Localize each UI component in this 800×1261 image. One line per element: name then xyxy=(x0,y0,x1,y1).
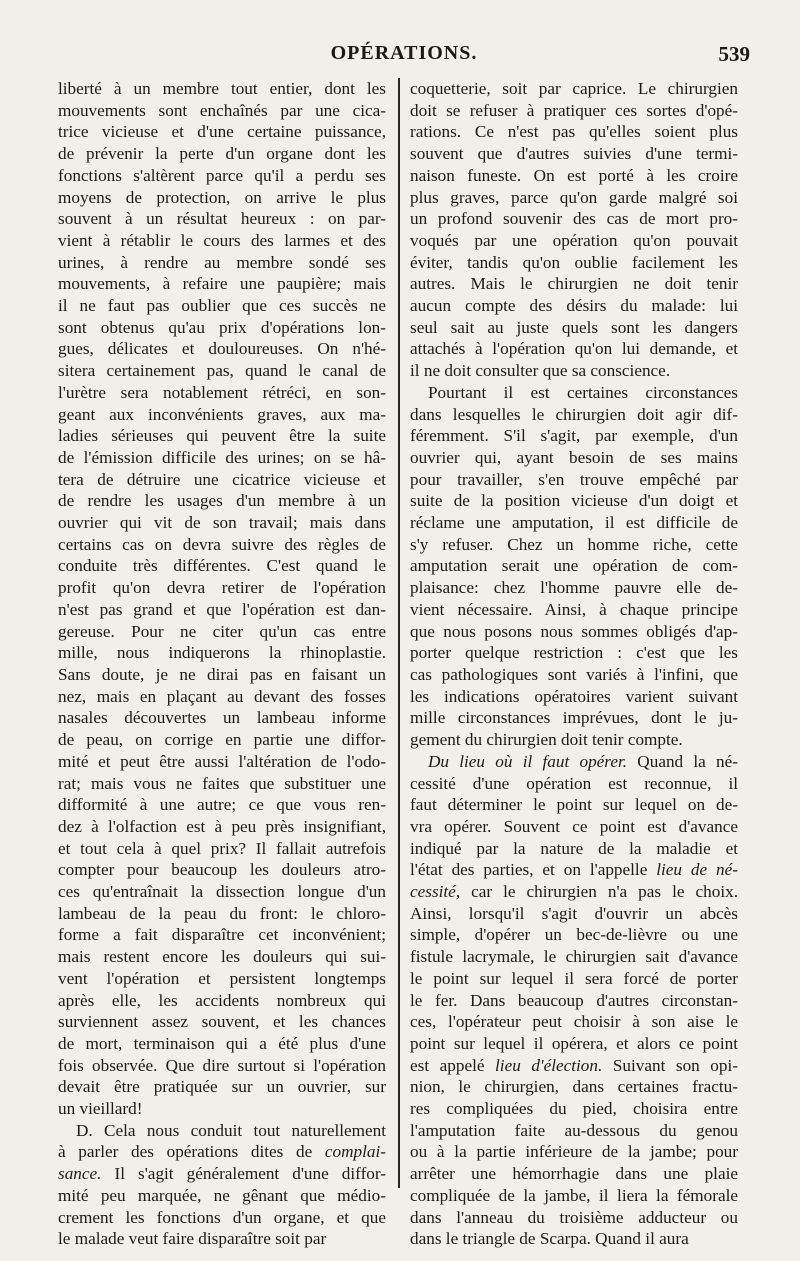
text-line: rat; mais vous ne faites que substituer une xyxy=(58,773,386,793)
text-line: fistule lacrymale, le chirurgien sait d'avance xyxy=(410,947,738,967)
text-line: surviennent assez souvent, et les chances xyxy=(58,1012,386,1032)
text-line: de peau, on corrige en partie une diffor- xyxy=(58,730,386,750)
text-line: l'urètre sera notablement rétréci, en son- xyxy=(58,382,386,402)
text-line: souvent que d'autres suivies d'une termi- xyxy=(410,144,738,164)
text-line: ces, l'opérateur peut choisir à son aise le xyxy=(410,1012,738,1032)
text-line: réclame une amputation, il est difficile de xyxy=(410,513,738,533)
text-line: conduite très différentes. C'est quand le xyxy=(58,556,386,576)
text-line: l'état des parties, et on l'appelle lieu de né- xyxy=(410,860,738,880)
text-line: sitera certainement pas, quand le canal de xyxy=(58,361,386,381)
text-line: aucun compte des désirs du malade: lui xyxy=(410,296,738,316)
text-line: autres. Mais le chirurgien ne doit tenir xyxy=(410,274,738,294)
text-line: trice vicieuse et d'une certaine puissance, xyxy=(58,122,386,142)
text-line: vient nécessaire. Ainsi, à chaque principe xyxy=(410,599,738,619)
text-line: que nous posons nous sommes obligés d'ap- xyxy=(410,621,738,641)
text-line: et tout cela à quel prix? Il fallait autrefois xyxy=(58,838,386,858)
text-line: D. Cela nous conduit tout naturellement xyxy=(76,1120,386,1140)
text-line: Pourtant il est certaines circonstances xyxy=(428,382,738,402)
text-line: après elle, les accidents nombreux qui xyxy=(58,990,386,1010)
text-line: amputation serait une opération de com- xyxy=(410,556,738,576)
text-line: lambeau de la peau du front: le chloro- xyxy=(58,903,386,923)
text-line: l'amputation faite au-dessous du genou xyxy=(410,1120,738,1140)
text-line: res compliquées du pied, choisira entre xyxy=(410,1099,738,1119)
text-line: sont obtenus qu'au prix d'opérations lon- xyxy=(58,317,386,337)
text-line: dez à l'olfaction est à peu près insignifiant, xyxy=(58,816,386,836)
text-line: nasales découvertes un lambeau informe xyxy=(58,708,386,728)
text-line: Sans doute, je ne dirai pas en faisant un xyxy=(58,664,386,684)
text-line: Du lieu où il faut opérer. Quand la né- xyxy=(428,751,738,771)
text-line: ces qu'entraînait la dissection longue d'un xyxy=(58,882,386,902)
text-line: de mort, terminaison qui a été plus d'une xyxy=(58,1033,386,1053)
text-line: plus graves, parce qu'on garde malgré soi xyxy=(410,187,738,207)
text-line: féremment. S'il s'agit, par exemple, d'un xyxy=(410,426,738,446)
text-line: voqués par une opération qu'on pouvait xyxy=(410,230,738,250)
text-line: les indications opératoires varient suivant xyxy=(410,686,738,706)
right-text-column xyxy=(410,78,738,1250)
text-line: coquetterie, soit par caprice. Le chirurgien xyxy=(410,79,738,98)
text-line: ouvrier qui, ayant besoin de ses mains xyxy=(410,447,738,467)
text-line: le point sur lequel il sera forcé de porter xyxy=(410,968,738,988)
text-line: cessité d'une opération est reconnue, il xyxy=(410,773,738,793)
text-line: plaisance: chez l'homme pauvre elle de- xyxy=(410,578,738,598)
text-line: vient à rétablir le cours des larmes et des xyxy=(58,230,386,250)
text-line: arrêter une hémorrhagie dans une plaie xyxy=(410,1164,738,1184)
text-line: ouvrier qui vit de son travail; mais dans xyxy=(58,513,386,533)
text-line: doit se refuser à pratiquer ces sortes d'opé- xyxy=(410,100,738,120)
text-line: mouvements sont enchaînés par une cica- xyxy=(58,100,386,120)
text-line: sance. Il s'agit généralement d'une diffor- xyxy=(58,1164,386,1184)
text-line: difformité à une autre; ce que vous ren- xyxy=(58,795,386,815)
text-line: cessité, car le chirurgien n'a pas le choix. xyxy=(410,882,738,902)
text-line: un vieillard! xyxy=(58,1099,143,1119)
text-line: nez, mais en plaçant au devant des fosses xyxy=(58,686,386,706)
text-line: vra opérer. Souvent ce point est d'avance xyxy=(410,816,738,836)
left-text-column xyxy=(58,78,386,1250)
text-line: moyens de protection, on arrive le plus xyxy=(58,187,386,207)
text-line: de l'émission difficile des urines; on se hâ- xyxy=(58,447,386,467)
text-line: à parler des opérations dites de complai- xyxy=(58,1142,386,1162)
text-line: mité peu marquée, ne gênant que médio- xyxy=(58,1185,386,1205)
text-line: éviter, tandis qu'on oublie facilement les xyxy=(410,252,738,272)
text-line: forme a fait disparaître cet inconvénient; xyxy=(58,925,386,945)
text-line: pour travailler, s'en trouve empêché par xyxy=(410,469,738,489)
text-line: dans le triangle de Scarpa. Quand il aura xyxy=(410,1229,689,1249)
text-line: gement du chirurgien doit tenir compte. xyxy=(410,730,683,750)
text-line: de rendre les usages d'un membre à un xyxy=(58,491,386,511)
text-line: seul sait au juste quels sont les dangers xyxy=(410,317,738,337)
text-line: suite de la position vicieuse d'un doigt et xyxy=(410,491,738,511)
text-line: mité et peut être aussi l'altération de l'odo- xyxy=(58,751,386,771)
text-line: dans lesquelles le chirurgien doit agir dif- xyxy=(410,404,738,424)
text-line: mille, nous indiquerons la rhinoplastie. xyxy=(58,643,386,663)
text-line: porter quelque restriction : c'est que les xyxy=(410,643,738,663)
text-line: certains cas on devra suivre des règles de xyxy=(58,534,386,554)
text-line: Ainsi, lorsqu'il s'agit d'ouvrir un abcès xyxy=(410,903,738,923)
text-line: fois observée. Que dire surtout si l'opération xyxy=(58,1055,386,1075)
text-line: souvent à un résultat heureux : on par- xyxy=(58,209,386,229)
text-line: crement les fonctions d'un organe, et que xyxy=(58,1207,386,1227)
text-line: tera de détruire une cicatrice vicieuse et xyxy=(58,469,386,489)
text-line: gereuse. Pour ne citer qu'un cas entre xyxy=(58,621,386,641)
text-line: gues, délicates et douloureuses. On n'hé- xyxy=(58,339,386,359)
text-line: fonctions s'altèrent parce qu'il a perdu ses xyxy=(58,165,386,185)
text-line: un profond souvenir des cas de mort pro- xyxy=(410,209,738,229)
text-line: le malade veut faire disparaître soit par xyxy=(58,1229,327,1249)
text-line: il ne faut pas oublier que ces succès ne xyxy=(58,296,386,316)
text-line: mille circonstances imprévues, dont le ju- xyxy=(410,708,738,728)
text-line: mouvements, à refaire une paupière; mais xyxy=(58,274,386,294)
text-line: mais restent encore les douleurs qui sui- xyxy=(58,947,386,967)
text-line: devait être pratiquée sur un ouvrier, sur xyxy=(58,1077,386,1097)
text-line: indiqué par la nature de la maladie et xyxy=(410,838,738,858)
column-divider xyxy=(398,78,400,1188)
text-line: cas pathologiques sont variés à l'infini, que xyxy=(410,664,738,684)
text-line: ladies sérieuses qui peuvent être la suite xyxy=(58,426,386,446)
text-line: simple, d'opérer un bec-de-lièvre ou une xyxy=(410,925,738,945)
text-line: n'est pas grand et que l'opération est dan- xyxy=(58,599,386,619)
text-line: urines, à rendre au membre sondé ses xyxy=(58,252,386,272)
text-line: nion, le chirurgien, dans certaines fractu- xyxy=(410,1077,738,1097)
text-line: profit qu'on devra retirer de l'opération xyxy=(58,578,386,598)
text-line: attachés à l'opération qu'on lui demande, et xyxy=(410,339,738,359)
text-line: le fer. Dans beaucoup d'autres circonstan- xyxy=(410,990,738,1010)
text-line: compter pour beaucoup les douleurs atro- xyxy=(58,860,386,880)
text-line: s'y refuser. Chez un homme riche, cette xyxy=(410,534,738,554)
text-line: liberté à un membre tout entier, dont les xyxy=(58,79,386,98)
text-line: naison funeste. On est porté à les croire xyxy=(410,165,738,185)
text-line: compliquée de la jambe, il liera la fémorale xyxy=(410,1185,738,1205)
page-number: 539 xyxy=(718,42,750,66)
page-title: OPÉRATIONS. xyxy=(330,42,478,64)
running-header xyxy=(58,42,750,72)
text-line: ou à la partie inférieure de la jambe; pour xyxy=(410,1142,738,1162)
text-line: geant aux inconvénients graves, aux ma- xyxy=(58,404,386,424)
text-line: faut déterminer le point sur lequel on de- xyxy=(410,795,738,815)
text-line: vent l'opération et persistent longtemps xyxy=(58,968,386,988)
text-line: rations. Ce n'est pas qu'elles soient plus xyxy=(410,122,738,142)
text-line: point sur lequel il opérera, et alors ce point xyxy=(410,1033,738,1053)
text-line: il ne doit consulter que sa conscience. xyxy=(410,361,671,381)
text-line: de prévenir la perte d'un organe dont les xyxy=(58,144,386,164)
text-line: dans l'anneau du troisième adducteur ou xyxy=(410,1207,738,1227)
text-line: est appelé lieu d'élection. Suivant son opi- xyxy=(410,1055,738,1075)
